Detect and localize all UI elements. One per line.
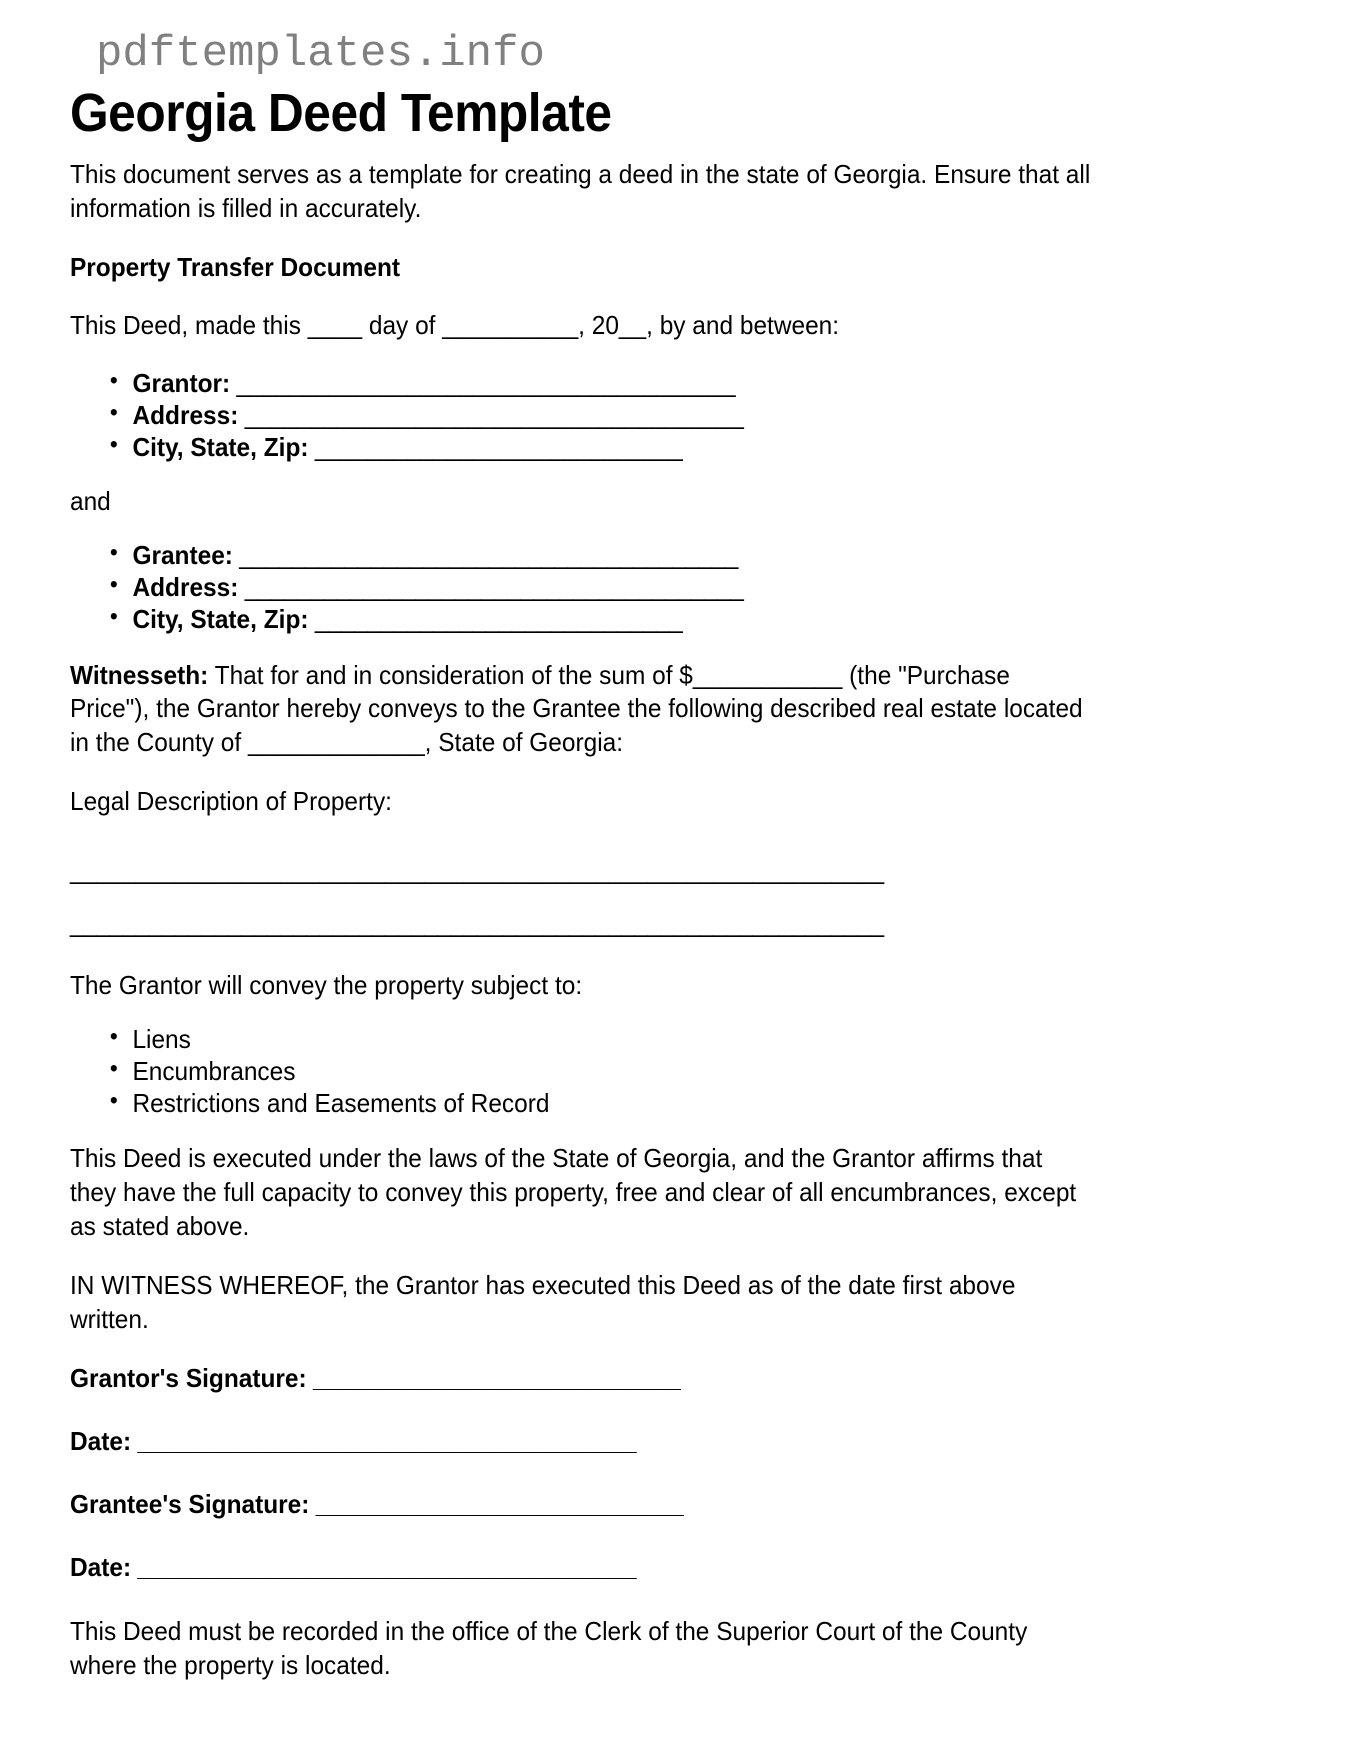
grantor-label: Grantor: xyxy=(132,367,231,398)
witnesseth-paragraph xyxy=(70,659,1095,760)
grantor-date-line xyxy=(70,1426,1214,1457)
subject-to-list xyxy=(70,1025,1287,1118)
grantee-date-label: Date: xyxy=(70,1552,132,1583)
list-item xyxy=(108,401,1216,430)
grantor-address-label: Address: xyxy=(132,399,239,430)
witness-whereof-paragraph: IN WITNESS WHEREOF, the Grantor has executed this Deed as of the date first above written. xyxy=(70,1270,1016,1335)
grantor-field-list xyxy=(70,369,1287,462)
spacer xyxy=(70,961,1287,969)
grantor-signature-line xyxy=(70,1363,1214,1394)
list-item xyxy=(108,541,1216,570)
witnesseth-label: Witnesseth: xyxy=(70,659,209,690)
site-watermark: pdftemplates.info xyxy=(96,29,545,79)
grantee-label: Grantee: xyxy=(132,540,233,571)
witnesseth-text: That for and in consideration of the sum of $___________ (the "Purchase Price"), the Grantor hereby conveys to the Grantee the following described real estate located in the County of _____________, State of Georgia: xyxy=(70,659,1083,758)
grantee-address-label: Address: xyxy=(132,572,239,603)
grantor-date-blank[interactable]: ______________________________________ xyxy=(131,1426,637,1457)
grantor-city-state-zip-blank[interactable]: ____________________________ xyxy=(308,432,683,463)
legal-description-blank-1[interactable]: ______________________________________________________________ xyxy=(70,854,884,885)
section-heading-property-transfer: Property Transfer Document xyxy=(70,252,401,283)
list-item: • Restrictions and Easements of Record xyxy=(108,1089,1216,1118)
list-item xyxy=(108,573,1216,602)
list-item xyxy=(108,605,1216,634)
grantee-signature-blank[interactable]: ____________________________ xyxy=(309,1489,684,1520)
grantee-city-state-zip-blank[interactable]: ____________________________ xyxy=(308,604,683,635)
document-body xyxy=(70,144,1287,1682)
page-title: Georgia Deed Template xyxy=(70,83,612,144)
grantor-signature-blank[interactable]: ____________________________ xyxy=(306,1363,681,1394)
grantor-address-blank[interactable]: ______________________________________ xyxy=(238,399,744,430)
subject-to-intro: The Grantor will convey the property subject to: xyxy=(70,969,583,1000)
recording-note-paragraph: This Deed must be recorded in the office of the Clerk of the Superior Court of the County where the property is located. xyxy=(70,1616,1028,1680)
deed-made-line: This Deed, made this ____ day of __________, 20__, by and between: xyxy=(70,310,840,341)
list-item: • Encumbrances xyxy=(108,1057,1216,1086)
grantor-date-label: Date: xyxy=(70,1426,132,1457)
grantor-signature-label: Grantor's Signature: xyxy=(70,1363,307,1394)
list-item xyxy=(108,433,1216,462)
grantee-blank[interactable]: ______________________________________ xyxy=(232,540,738,571)
grantee-address-blank[interactable]: ______________________________________ xyxy=(238,572,744,603)
grantee-signature-label: Grantee's Signature: xyxy=(70,1489,310,1520)
grantee-date-blank[interactable]: ______________________________________ xyxy=(131,1552,637,1583)
spacer xyxy=(70,847,1287,855)
legal-description-label: Legal Description of Property: xyxy=(70,785,392,816)
grantee-signature-line xyxy=(70,1489,1214,1520)
grantor-blank[interactable]: ______________________________________ xyxy=(230,367,736,398)
grantee-date-line xyxy=(70,1552,1214,1583)
grantor-city-state-zip-label: City, State, Zip: xyxy=(132,432,309,463)
grantee-city-state-zip-label: City, State, Zip: xyxy=(132,604,309,635)
list-item xyxy=(108,369,1216,398)
list-item: • Liens xyxy=(108,1025,1216,1054)
grantee-field-list xyxy=(70,541,1287,634)
legal-description-blank-2[interactable]: ______________________________________________________________ xyxy=(70,907,884,938)
intro-paragraph: This document serves as a template for creating a deed in the state of Georgia. Ensure that all information is filled in accurately. xyxy=(70,159,1091,224)
and-connector: and xyxy=(70,486,111,517)
execution-paragraph: This Deed is executed under the laws of the State of Georgia, and the Grantor affirms that they have the full capacity to convey this property, free and clear of all encumbrances, except as stated above. xyxy=(70,1143,1077,1241)
